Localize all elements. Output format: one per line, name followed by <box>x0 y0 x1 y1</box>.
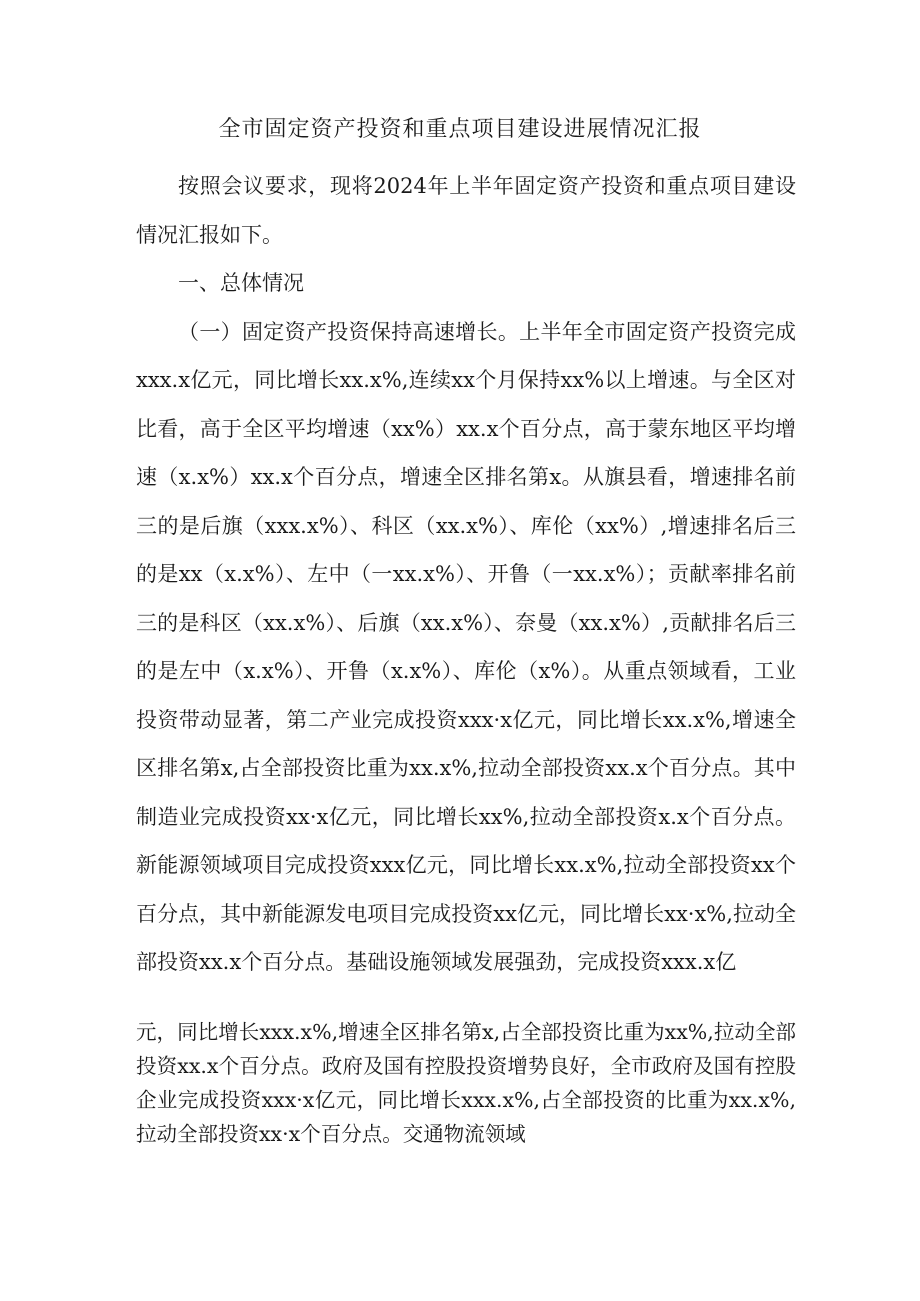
document-body-upper <box>136 162 796 987</box>
paragraph-fixed-asset-investment: （一）固定资产投资保持高速增长。上半年全市固定资产投资完成xxx.x亿元，同比增长xx.x%,连续xx个月保持xx%以上增速。与全区对比看，高于全区平均增速（xx%）xx.x个百分点，高于蒙东地区平均增速（x.x%）xx.x个百分点，增速全区排名第x。从旗县看，增速排名前三的是后旗（xxx.x%）、科区（xx.x%）、库伦（xx%）,增速排名后三的是xx（x.x%）、左中（一xx.x%）、开鲁（一xx.x%）；贡献率排名前三的是科区（xx.x%）、后旗（xx.x%）、奈曼（xx.x%）,贡献排名后三的是左中（x.x%）、开鲁（x.x%）、库伦（x%）。从重点领域看，工业投资带动显著，第二产业完成投资xxx·x亿元，同比增长xx.x%,增速全区排名第x,占全部投资比重为xx.x%,拉动全部投资xx.x个百分点。其中制造业完成投资xx·x亿元，同比增长xx%,拉动全部投资x.x个百分点。新能源领域项目完成投资xxx亿元，同比增长xx.x%,拉动全部投资xx个百分点，其中新能源发电项目完成投资xx亿元，同比增长xx·x%,拉动全部投资xx.x个百分点。基础设施领域发展强劲，完成投资xxx.x亿 <box>136 319 796 974</box>
paragraph-continuation: 元，同比增长xxx.x%,增速全区排名第x,占全部投资比重为xx%,拉动全部投资xx.x个百分点。政府及国有控股投资增势良好，全市政府及国有控股企业完成投资xxx·x亿元，同比增长xxx.x%,占全部投资的比重为xx.x%,拉动全部投资xx·x个百分点。交通物流领域 <box>136 1020 796 1146</box>
section-heading: 一、总体情况 <box>178 271 304 295</box>
document-title: 全市固定资产投资和重点项目建设进展情况汇报 <box>218 117 702 142</box>
intro-paragraph: 按照会议要求，现将2024年上半年固定资产投资和重点项目建设情况汇报如下。 <box>136 174 796 247</box>
